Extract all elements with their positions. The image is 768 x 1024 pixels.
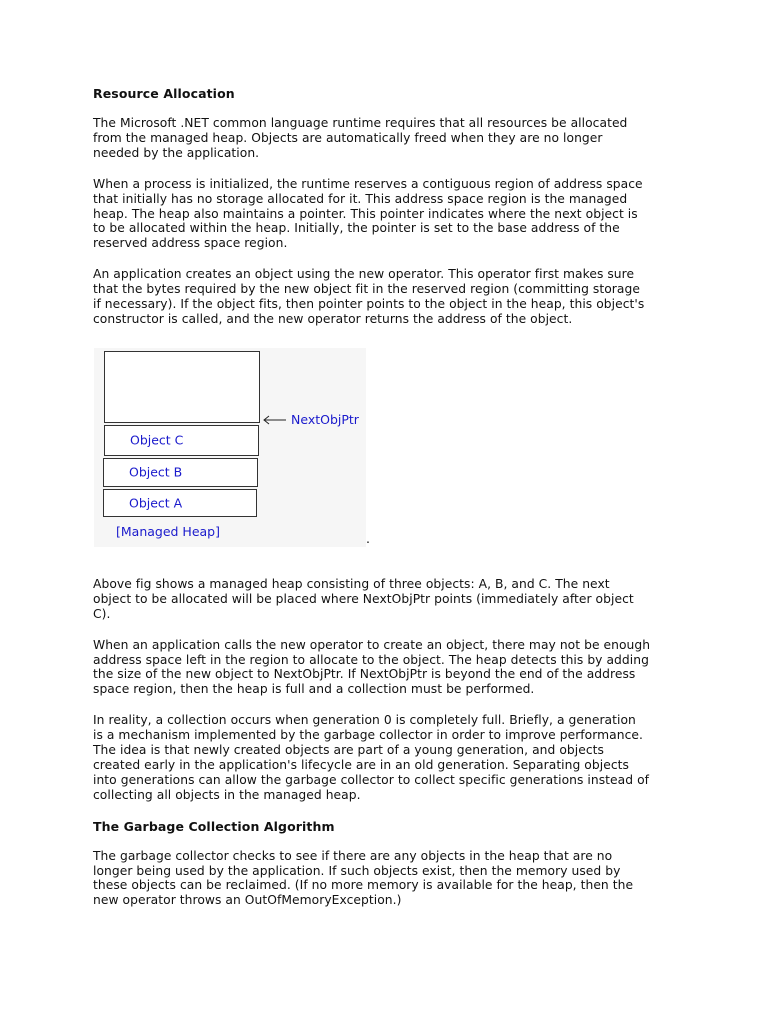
next-obj-pointer-label: NextObjPtr [291, 412, 359, 428]
left-arrow-icon [263, 415, 287, 425]
next-obj-pointer [263, 412, 359, 428]
paragraph: The garbage collector checks to see if there are any objects in the heap that are no longer being used by the application. If such objects exist, then the memory used by these objects can be reclaimed. (If no more memory is available for the heap, then the new operator throws an OutOfMemoryException.) [93, 848, 634, 908]
object-a-box [103, 489, 257, 517]
object-c-box [104, 425, 259, 456]
paragraph: In reality, a collection occurs when generation 0 is completely full. Briefly, a generation is a mechanism implemented by the garbage collector in order to improve performance. The idea is that newly created objects are part of a young generation, and objects created early in the application's lifecycle are in an old generation. Separating objects into generations can allow the garbage collector to collect specific generations instead of collecting all objects in the managed heap. [93, 713, 650, 802]
paragraph: When an application calls the new operator to create an object, there may not be enough address space left in the region to allocate to the object. The heap detects this by adding the size of the new object to NextObjPtr. If NextObjPtr is beyond the end of the address space region, then the heap is full and a collection must be performed. [93, 637, 651, 697]
object-c-label: Object C [130, 432, 184, 448]
free-space-box [104, 351, 260, 423]
object-b-label: Object B [129, 464, 183, 480]
section-heading-resource-allocation: Resource Allocation [93, 86, 235, 101]
document-body [93, 86, 683, 924]
object-b-box [103, 458, 258, 487]
paragraph: When a process is initialized, the runtime reserves a contiguous region of address space that initially has no storage allocated for it. This address space region is the managed heap. The heap also maintains a pointer. This pointer indicates where the next object is to be allocated within the heap. Initially, the pointer is set to the base address of the reserved address space region. [93, 176, 643, 251]
managed-heap-figure [93, 343, 393, 551]
trailing-period: . [366, 530, 370, 546]
paragraph: The Microsoft .NET common language runtime requires that all resources be allocated from the managed heap. Objects are automatically freed when they are no longer needed by the application. [93, 116, 628, 160]
object-a-label: Object A [129, 495, 183, 511]
figure-caption: [Managed Heap] [116, 523, 220, 539]
section-heading-garbage-collection: The Garbage Collection Algorithm [93, 818, 335, 834]
paragraph: Above fig shows a managed heap consisting of three objects: A, B, and C. The next object to be allocated will be placed where NextObjPtr points (immediately after object C). [93, 576, 634, 621]
paragraph: An application creates an object using the new operator. This operator first makes sure that the bytes required by the new object fit in the reserved region (committing storage if necessary). If the object fits, then pointer points to the object in the heap, this object's constructor is called, and the new operator returns the address of the object. [93, 267, 645, 326]
